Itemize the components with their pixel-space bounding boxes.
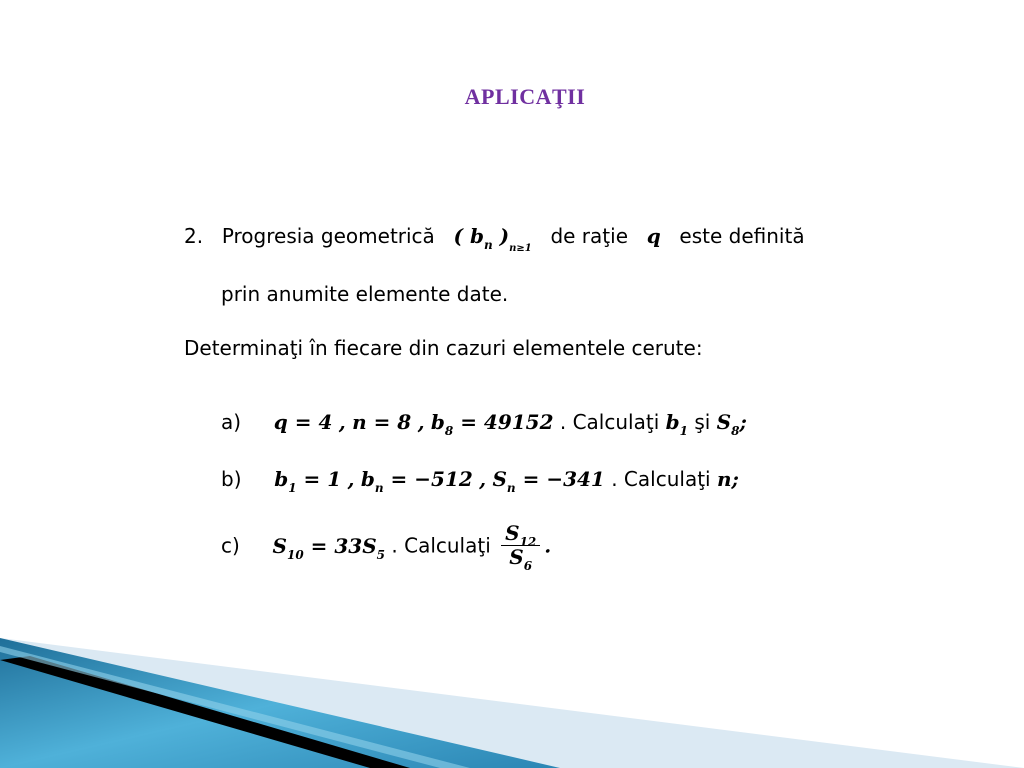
problem-line-2: prin anumite elemente date. [221, 282, 509, 306]
sequence-notation: ( $b_n$ )$_{n\ge 1}$ [453, 224, 532, 254]
item-c-calc: . Calculaţi [391, 533, 491, 558]
slide-title: APLICAŢII [464, 84, 586, 109]
item-a-b1: $b_1$ [665, 410, 688, 438]
item-a-calc: . Calculaţi [559, 410, 660, 434]
item-b-bn: $b_n = -512$ [360, 467, 473, 495]
item-c-label: c) [221, 533, 240, 558]
problem-line-1 [184, 224, 805, 254]
item-a-s8: $S_8$ [716, 410, 740, 438]
item-c: c) $S_{10} = 33S_5$ . Calculaţi $\frac{S_{12}}{S_6}$ . [221, 521, 552, 573]
problem-text-start: Progresia geometrică [221, 224, 435, 248]
item-c-s10: $S_{10} = 33S_5$ [272, 533, 386, 562]
problem-number: 2. [184, 224, 204, 248]
item-b-calc: . Calculaţi [611, 467, 711, 491]
item-c-fraction [501, 521, 540, 573]
item-b-b1: $b_1 = 1$ [274, 467, 342, 495]
instruction: Determinaţi în fiecare din cazuri elementele cerute: [184, 336, 703, 360]
item-a: a) q = 4 , n = 8 , $b_8 = 49152$ . Calculaţi $b_1$ şi $S_8$; [221, 410, 747, 438]
item-a-label: a) [221, 410, 242, 434]
item-a-n: n = 8 [352, 410, 412, 434]
fraction-numerator: $S_{12}$ [501, 522, 540, 546]
item-b: b) $b_1 = 1$ , $b_n = -512$ , $S_n = -341$ . Calculaţi n; [221, 467, 739, 495]
item-a-b8: $b_8 = 49152$ [430, 410, 554, 438]
decorative-band [0, 638, 1024, 768]
item-b-target: n [716, 467, 732, 491]
fraction-denominator: $S_6$ [509, 545, 533, 573]
item-a-q: q = 4 [273, 410, 333, 434]
item-b-label: b) [221, 467, 242, 491]
ratio-symbol: q [646, 224, 661, 248]
problem-text-end: este definită [679, 224, 805, 248]
problem-text-mid: de raţie [550, 224, 628, 248]
item-b-sn: $S_n = -341$ [492, 467, 605, 495]
